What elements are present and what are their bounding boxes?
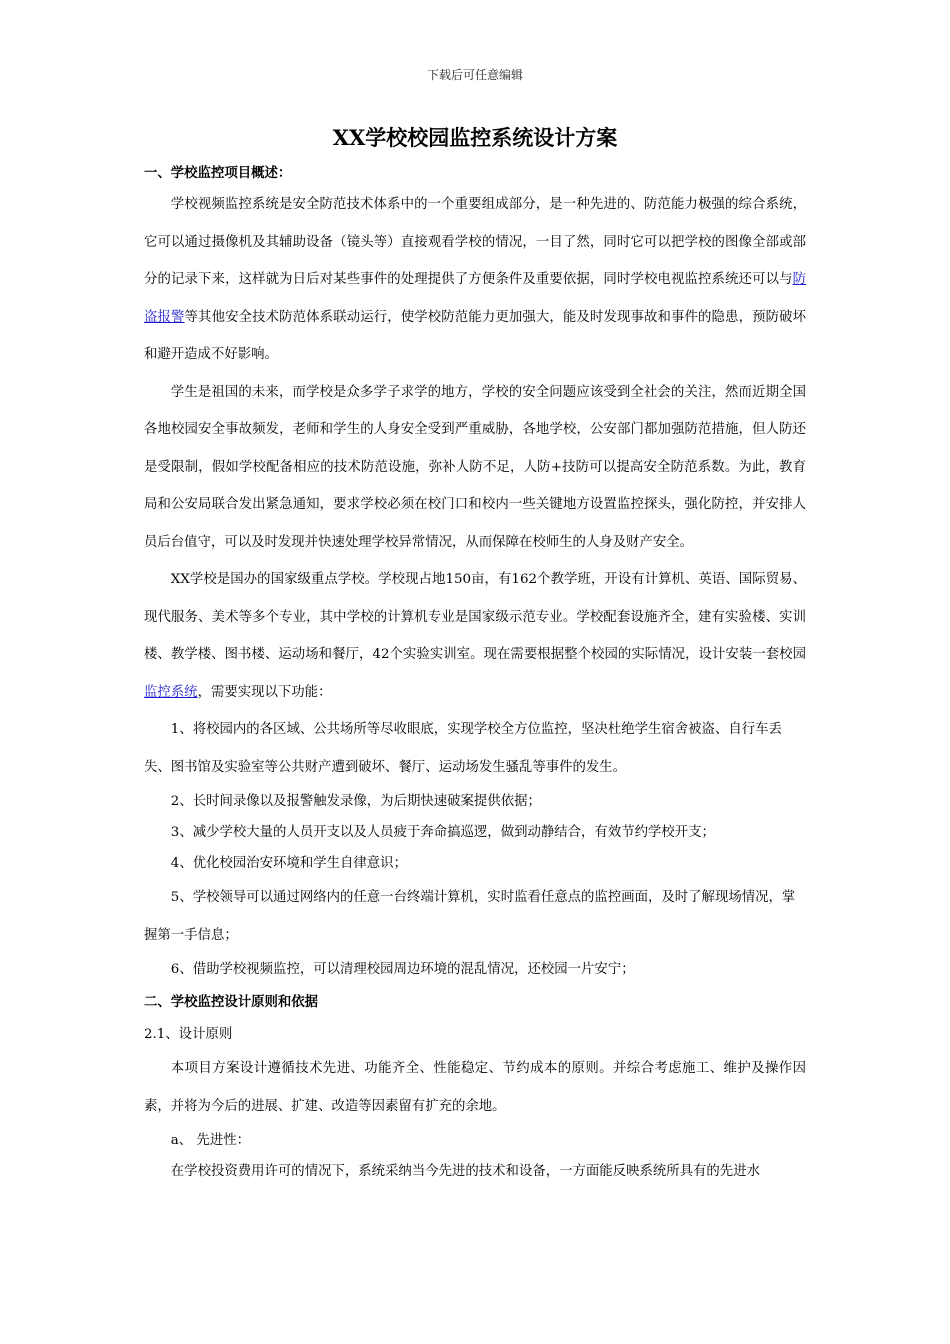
function-item-2: 2、长时间录像以及报警触发录像，为后期快速破案提供依据； [170,794,541,809]
page-title: XX学校校园监控系统设计方案 [332,125,618,150]
paragraph-text: XX学校是国办的国家级重点学校。学校现占地150亩，有162个教学班，开设有计算机、英语、国际贸易、现代服务、美术等多个专业，其中学校的计算机专业是国家级示范专业。学校配套设施齐全，建有实验楼、实训楼、教学楼、图书楼、运动场和餐厅，42个实验实训室。现在需要根据整个校园的实际情况，设计安装一套校园 [144,572,806,662]
function-item-6: 6、借助学校视频监控，可以清理校园周边环境的混乱情况，还校园一片安宁； [170,962,635,977]
link-monitoring-system[interactable]: 监控系统 [144,684,198,700]
section-1-paragraph-2: 学生是祖国的未来，而学校是众多学子求学的地方，学校的安全问题应该受到全社会的关注，然而近期全国各地校园安全事故频发，老师和学生的人身安全受到严重威胁，各地学校，公安部门都加强防范措施，但人防还是受限制，假如学校配备相应的技术防范设施，弥补人防不足，人防+技防可以提高安全防范系数。为此，教育局和公安局联合发出紧急通知，要求学校必须在校门口和校内一些关键地方设置监控探头，强化防控，并安排人员后台值守，可以及时发现并快速处理学校异常情况，从而保障在校师生的人身及财产安全。 [144,384,806,550]
document-body [144,160,806,1187]
function-item-1: 1、将校园内的各区域、公共场所等尽收眼底，实现学校全方位监控，坚决杜绝学生宿舍被盗、自行车丢失、图书馆及实验室等公共财产遭到破坏、餐厅、运动场发生骚乱等事件的发生。 [144,722,782,775]
paragraph-text: ，需要实现以下功能： [197,684,332,700]
section-2-paragraph-2: 在学校投资费用许可的情况下，系统采纳当今先进的技术和设备，一方面能反映系统所具有的先进水 [170,1164,760,1179]
paragraph-text: 等其他安全技术防范体系联动运行，使学校防范能力更加强大，能及时发现事故和事件的隐患，预防破坏和避开造成不好影响。 [144,309,807,362]
subsection-2-1-heading: 2.1、设计原则 [144,1027,233,1042]
section-2-paragraph-1: 本项目方案设计遵循技术先进、功能齐全、性能稳定、节约成本的原则。并综合考虑施工、维护及操作因素，并将为今后的进展、扩建、改造等因素留有扩充的余地。 [144,1061,806,1114]
section-1-heading: 一、学校监控项目概述： [144,165,292,181]
function-item-5: 5、学校领导可以通过网络内的任意一台终端计算机，实时监看任意点的监控画面，及时了解现场情况，掌握第一手信息； [144,890,796,943]
section-2-heading: 二、学校监控设计原则和依据 [144,994,319,1010]
header-note: 下载后可任意编辑 [426,68,523,82]
link-burglar-alarm[interactable]: 防盗报警 [144,272,806,325]
paragraph-text: 学校视频监控系统是安全防范技术体系中的一个重要组成部分，是一种先进的、防范能力极强的综合系统，它可以通过摄像机及其辅助设备（镜头等）直接观看学校的情况，一目了然，同时它可以把学校的图像全部或部分的记录下来，这样就为日后对某些事件的处理提供了方便条件及重要依据，同时学校电视监控系统还可以与 [144,197,806,287]
section-1-paragraph-3 [144,561,806,711]
section-1-paragraph-1 [144,186,806,374]
principle-a-heading: a、 先进性： [170,1133,250,1148]
function-item-4: 4、优化校园治安环境和学生自律意识； [170,856,407,871]
function-item-3: 3、减少学校大量的人员开支以及人员疲于奔命搞巡逻，做到动静结合，有效节约学校开支； [170,825,715,840]
